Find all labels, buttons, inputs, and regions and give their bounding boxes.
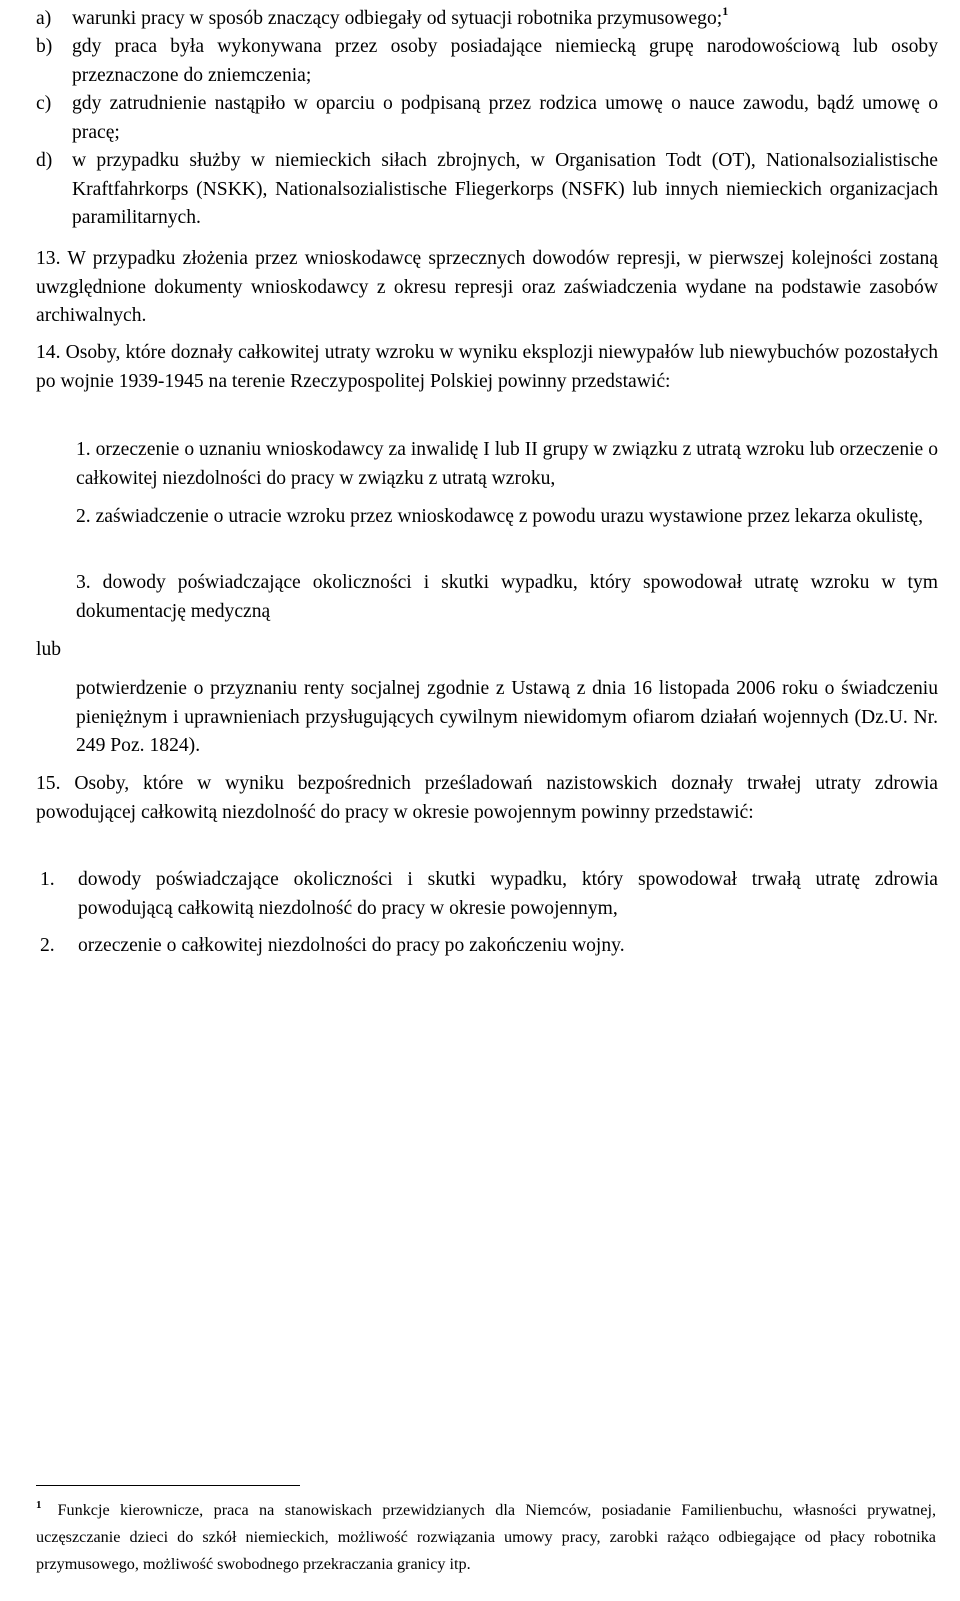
- footnote-marker: 1: [36, 1499, 42, 1511]
- list-marker-d: d): [36, 150, 53, 171]
- item-14-sub-1: 1. orzeczenie o uznaniu wnioskodawcy za inwalidę I lub II grupy w związku z utratą wzroku lub orzeczenie o całkowitej niezdolności do pracy w związku z utratą wzroku,: [76, 439, 938, 489]
- item-15-number: 15.: [36, 773, 61, 794]
- list-marker-b: b): [36, 36, 53, 57]
- list-item-d: w przypadku służby w niemieckich siłach zbrojnych, w Organisation Todt (OT), Nationalsozialistische Kraftfahrkorps (NSKK), Nationalsozialistische Fliegerkorps (NSFK) lub innych niemieckich organizacjach paramilitarnych.: [72, 150, 938, 228]
- item-14-sub-2: 2. zaświadczenie o utracie wzroku przez wnioskodawcę z powodu urazu wystawione przez lekarza okulistę,: [76, 506, 924, 527]
- item-15: [36, 770, 938, 827]
- item-15-text: Osoby, które w wyniku bezpośrednich prześladowań nazistowskich doznały trwałej utraty zdrowia powodującej całkowitą niezdolność do pracy w okresie powojennym powinny przedstawić:: [36, 773, 938, 823]
- list-item-b: gdy praca była wykonywana przez osoby posiadające niemiecką grupę narodowościową lub osoby przeznaczone do zniemczenia;: [72, 36, 938, 86]
- item-14: [36, 339, 938, 396]
- item-15-sub-2-number: 2.: [40, 935, 55, 956]
- list-item-a: [72, 5, 728, 34]
- footnote-separator: [36, 1485, 300, 1486]
- list-marker-c: c): [36, 93, 52, 114]
- item-14-text: Osoby, które doznały całkowitej utraty wzroku w wyniku eksplozji niewypałów lub niewybuchów pozostałych po wojnie 1939-1945 na terenie Rzeczypospolitej Polskiej powinny przedstawić:: [36, 342, 938, 392]
- list-item-a-text: warunki pracy w sposób znaczący odbiegały od sytuacji robotnika przymusowego;: [72, 8, 723, 29]
- item-15-sub-2: orzeczenie o całkowitej niezdolności do pracy po zakończeniu wojny.: [78, 935, 625, 956]
- footnote: [36, 1497, 936, 1578]
- or-label: lub: [36, 639, 62, 660]
- list-marker-a: a): [36, 8, 52, 29]
- item-14-sub-3: 3. dowody poświadczające okoliczności i skutki wypadku, który spowodował utratę wzroku w tym dokumentację medyczną: [76, 572, 938, 622]
- item-14-alternative: potwierdzenie o przyznaniu renty socjalnej zgodnie z Ustawą z dnia 16 listopada 2006 roku o świadczeniu pieniężnym i uprawnieniach przysługujących cywilnym niewidomym ofiarom działań wojennych (Dz.U. Nr. 249 Poz. 1824).: [76, 678, 938, 756]
- item-13: [36, 245, 938, 331]
- footnote-text: Funkcje kierownicze, praca na stanowiskach przewidzianych dla Niemców, posiadanie Familienbuchu, własności prywatnej, uczęszczanie dzieci do szkół niemieckich, możliwość rozwiązania umowy pracy, zarobki rażąco odbiegające od płacy robotnika przymusowego, możliwość swobodnego przekraczania granicy itp.: [36, 1501, 936, 1573]
- list-item-c: gdy zatrudnienie nastąpiło w oparciu o podpisaną przez rodzica umowę o nauce zawodu, bądź umowę o pracę;: [72, 93, 938, 143]
- item-14-number: 14.: [36, 342, 61, 363]
- item-13-text: W przypadku złożenia przez wnioskodawcę sprzecznych dowodów represji, w pierwszej kolejności zostaną uwzględnione dokumenty wnioskodawcy z okresu represji oraz zaświadczenia wydane na podstawie zasobów archiwalnych.: [36, 248, 938, 326]
- item-15-sub-1: dowody poświadczające okoliczności i skutki wypadku, który spowodował trwałą utratę zdrowia powodującą całkowitą niezdolność do pracy w okresie powojennym,: [78, 869, 938, 919]
- footnote-ref[interactable]: 1: [722, 4, 729, 18]
- item-15-sub-1-number: 1.: [40, 869, 55, 890]
- item-13-number: 13.: [36, 248, 61, 269]
